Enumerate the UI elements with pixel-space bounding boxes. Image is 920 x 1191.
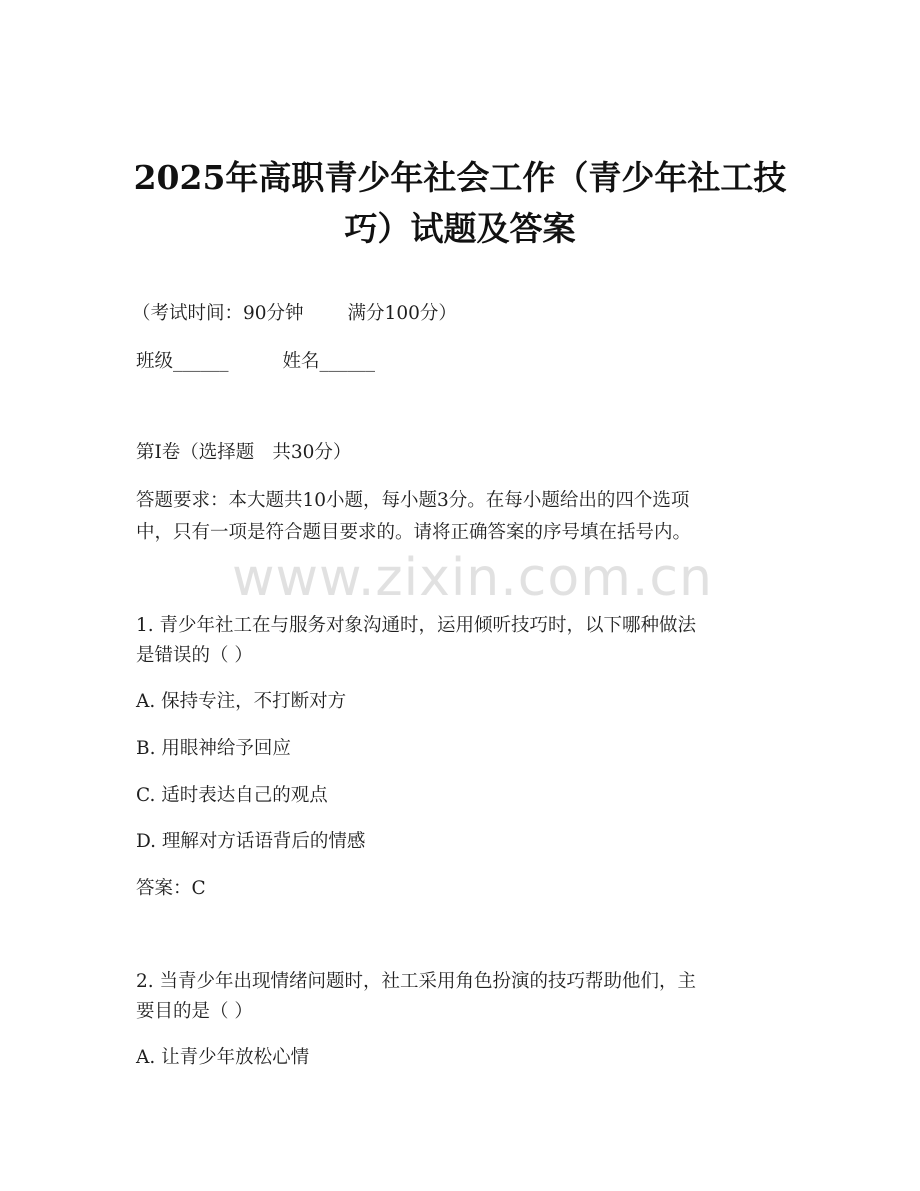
section-title: 第I卷（选择题 [136, 442, 255, 463]
document-title-line-1: 2025年高职青少年社会工作（青少年社工技 [133, 158, 787, 197]
instructions-line-1: 答题要求：本大题共10小题，每小题3分。在每小题给出的四个选项 [136, 490, 690, 511]
section-heading [136, 441, 351, 465]
question-1-option-a: A. 保持专注，不打断对方 [136, 691, 347, 712]
question-2-stem-line-2: 要目的是（ ） [136, 1001, 253, 1022]
document-title-line-2: 巧）试题及答案 [344, 209, 576, 248]
question-1-option-c: C. 适时表达自己的观点 [136, 785, 328, 806]
name-field: 姓名______ [282, 351, 376, 372]
question-1-stem-line-2: 是错误的（ ） [136, 645, 253, 666]
question-2-option-a: A. 让青少年放松心情 [136, 1047, 310, 1068]
class-field: 班级______ [136, 351, 229, 372]
section-points: 共30分） [272, 442, 352, 463]
student-fields [136, 350, 375, 374]
exam-time: （考试时间：90分钟 [132, 303, 304, 324]
question-1-option-b: B. 用眼神给予回应 [136, 738, 291, 759]
question-2-stem-line-1: 2. 当青少年出现情绪问题时，社工采用角色扮演的技巧帮助他们，主 [136, 971, 697, 992]
question-1-answer: 答案：C [136, 878, 206, 899]
watermark: www.zixin.com.cn [232, 548, 713, 608]
instructions-line-2: 中，只有一项是符合题目要求的。请将正确答案的序号填在括号内。 [136, 522, 692, 543]
exam-info [132, 302, 457, 326]
question-1-option-d: D. 理解对方话语背后的情感 [136, 831, 366, 852]
question-1-stem-line-1: 1. 青少年社工在与服务对象沟通时，运用倾听技巧时，以下哪种做法 [136, 615, 697, 636]
exam-total-score: 满分100分） [347, 303, 457, 324]
